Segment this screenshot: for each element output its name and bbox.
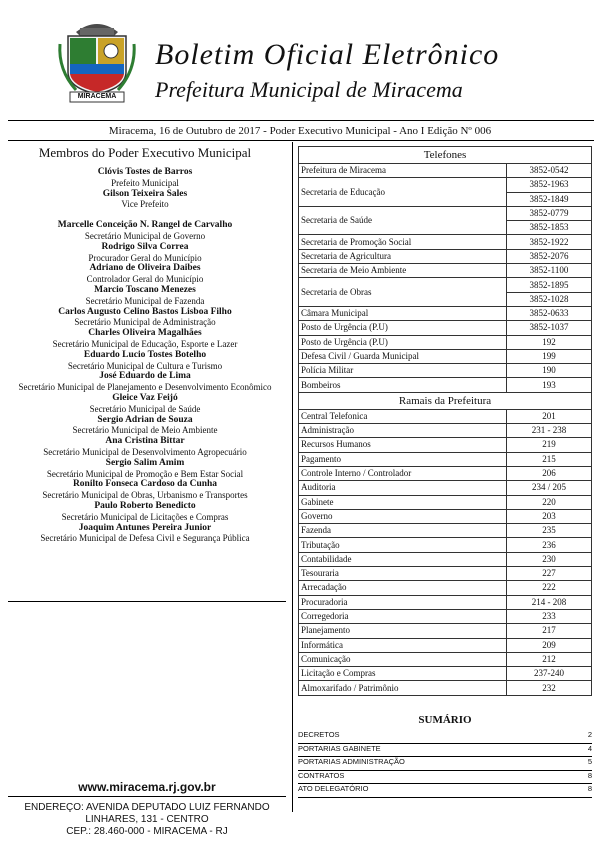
phone-number: 3852-1037	[507, 321, 592, 335]
extension-department: Recursos Humanos	[299, 438, 507, 452]
extension-number: 214 - 208	[507, 595, 592, 609]
extension-row	[299, 438, 592, 452]
member-role: Secretário Municipal de Governo	[84, 230, 206, 241]
member-name: Joaquim Antunes Pereira Junior	[78, 522, 212, 533]
phone-department: Defesa Civil / Guarda Municipal	[299, 349, 507, 363]
member-name: Gleice Vaz Feijó	[112, 392, 178, 403]
extension-number: 212	[507, 652, 592, 666]
extension-number: 215	[507, 452, 592, 466]
extension-number: 217	[507, 624, 592, 638]
summary-item[interactable]	[298, 757, 592, 771]
member-name: Eduardo Lucio Tostes Botelho	[83, 349, 207, 360]
phone-department: Posto de Urgência (P.U)	[299, 335, 507, 349]
address-line: ENDEREÇO: AVENIDA DEPUTADO LUIZ FERNANDO	[24, 802, 270, 813]
ramais-heading: Ramais da Prefeitura	[299, 392, 592, 409]
phone-number: 3852-1853	[507, 221, 592, 235]
phone-department: Secretaria de Meio Ambiente	[299, 264, 507, 278]
phone-department: Secretaria de Saúde	[299, 206, 507, 235]
phone-department: Polícia Militar	[299, 364, 507, 378]
phone-department: Secretaria de Educação	[299, 178, 507, 207]
phone-row	[299, 264, 592, 278]
member-name: Sergio Adrian de Souza	[97, 414, 193, 425]
member-role: Vice Prefeito	[121, 199, 169, 210]
phone-row	[299, 335, 592, 349]
edition-dateline: Miracema, 16 de Outubro de 2017 - Poder Executivo Municipal - Ano I Edição Nº 006	[108, 125, 492, 137]
member-role: Secretário Municipal de Saúde	[89, 403, 201, 414]
phone-row	[299, 378, 592, 392]
member-role: Secretário Municipal de Licitações e Compras	[61, 511, 229, 522]
phone-department: Câmara Municipal	[299, 306, 507, 320]
summary-item[interactable]	[298, 771, 592, 785]
member-name: Sergio Salim Amim	[105, 457, 185, 468]
members-heading: Membros do Poder Executivo Municipal	[38, 145, 252, 160]
summary-item-page: 2	[587, 730, 592, 739]
bulletin-title: Boletim Oficial Eletrônico	[155, 38, 500, 71]
members-list	[6, 167, 284, 544]
extension-number: 220	[507, 495, 592, 509]
member-name: Marcelle Conceição N. Rangel de Carvalho	[57, 220, 233, 231]
member-name: Ana Cristina Bittar	[105, 436, 185, 447]
extension-department: Pagamento	[299, 452, 507, 466]
extension-number: 235	[507, 524, 592, 538]
phone-number: 3852-1028	[507, 292, 592, 306]
member-role: Procurador Geral do Município	[88, 252, 202, 263]
municipal-coat-of-arms	[56, 14, 138, 106]
summary-item-label: CONTRATOS	[298, 770, 345, 780]
extension-number: 233	[507, 609, 592, 623]
phone-department: Secretaria de Promoção Social	[299, 235, 507, 249]
member-role: Secretário Municipal de Educação, Esporte e Lazer	[52, 338, 238, 349]
phone-department: Secretaria de Agricultura	[299, 249, 507, 263]
member-name: Rodrigo Silva Correa	[101, 241, 189, 252]
phone-row	[299, 278, 592, 292]
phone-number: 3852-0542	[507, 164, 592, 178]
extension-department: Arrecadação	[299, 581, 507, 595]
extension-row	[299, 452, 592, 466]
extension-department: Licitação e Compras	[299, 667, 507, 681]
phone-row	[299, 164, 592, 178]
summary-item-page: 4	[587, 743, 592, 753]
extension-row	[299, 595, 592, 609]
extension-department: Corregedoria	[299, 609, 507, 623]
phone-department: Posto de Urgência (P.U)	[299, 321, 507, 335]
summary-list	[298, 730, 592, 798]
phone-number: 3852-2076	[507, 249, 592, 263]
extension-row	[299, 409, 592, 423]
url-divider	[8, 796, 286, 797]
bulletin-subtitle: Prefeitura Municipal de Miracema	[155, 77, 463, 102]
phone-row	[299, 249, 592, 263]
extension-row	[299, 424, 592, 438]
member-role: Secretário Municipal de Planejamento e Desenvolvimento Econômico	[18, 382, 272, 393]
member-role: Secretário Municipal de Fazenda	[85, 295, 205, 306]
phone-number: 3852-1100	[507, 264, 592, 278]
extension-department: Controle Interno / Controlador	[299, 466, 507, 480]
extension-number: 227	[507, 567, 592, 581]
extension-row	[299, 495, 592, 509]
member-name: José Eduardo de Lima	[99, 371, 191, 382]
website-url[interactable]: www.miracema.rj.gov.br	[78, 780, 216, 794]
member-role: Secretário Municipal de Desenvolvimento Agropecuário	[43, 446, 247, 457]
extension-row	[299, 466, 592, 480]
extension-department: Informática	[299, 638, 507, 652]
extension-row	[299, 538, 592, 552]
member-role: Secretário Municipal de Cultura e Turismo	[67, 360, 223, 371]
summary-item-label: PORTARIAS ADMINISTRAÇÃO	[298, 757, 405, 766]
phone-number: 190	[507, 364, 592, 378]
extension-number: 231 - 238	[507, 424, 592, 438]
summary-item[interactable]	[298, 744, 592, 758]
phone-row	[299, 235, 592, 249]
member-name: Gilson Teixeira Sales	[102, 188, 188, 199]
extension-department: Gabinete	[299, 495, 507, 509]
extension-number: 206	[507, 466, 592, 480]
logo-ribbon-text: MIRACEMA	[77, 93, 117, 100]
extension-department: Tesouraria	[299, 567, 507, 581]
telefones-heading-row	[299, 147, 592, 164]
extension-number: 222	[507, 581, 592, 595]
phone-number: 193	[507, 378, 592, 392]
summary-item-page: 8	[587, 784, 592, 793]
member-name: Ronilto Fonseca Cardoso da Cunha	[72, 479, 218, 490]
member-name: Charles Oliveira Magalhães	[88, 328, 202, 339]
extension-department: Tributação	[299, 538, 507, 552]
extension-department: Almoxarifado / Patrimônio	[299, 681, 507, 695]
address-block	[8, 802, 286, 838]
phone-row	[299, 306, 592, 320]
members-bottom-divider	[8, 601, 286, 602]
extension-row	[299, 524, 592, 538]
extension-row	[299, 481, 592, 495]
member-name: Paulo Roberto Benedicto	[94, 500, 196, 511]
phone-row	[299, 321, 592, 335]
extension-number: 236	[507, 538, 592, 552]
phone-number: 3852-1849	[507, 192, 592, 206]
phone-row	[299, 349, 592, 363]
phone-number: 3852-1963	[507, 178, 592, 192]
member-role: Prefeito Municipal	[111, 177, 179, 188]
extension-row	[299, 581, 592, 595]
extension-number: 232	[507, 681, 592, 695]
summary-item-label: DECRETOS	[298, 730, 340, 739]
phone-table	[298, 146, 592, 696]
extension-department: Planejamento	[299, 624, 507, 638]
extension-row	[299, 552, 592, 566]
dateline-divider	[8, 140, 594, 141]
phone-department: Prefeitura de Miracema	[299, 164, 507, 178]
summary-item-label: ATO DELEGATÓRIO	[298, 784, 369, 793]
extension-number: 230	[507, 552, 592, 566]
ramais-heading-row	[299, 392, 592, 409]
extension-row	[299, 609, 592, 623]
member-role: Secretário Municipal de Administração	[74, 317, 216, 328]
extension-number: 209	[507, 638, 592, 652]
phone-number: 199	[507, 349, 592, 363]
extension-number: 237-240	[507, 667, 592, 681]
summary-item[interactable]	[298, 730, 592, 744]
phone-row	[299, 206, 592, 220]
member-role: Secretário Municipal de Obras, Urbanismo e Transportes	[42, 490, 248, 501]
extension-department: Procuradoria	[299, 595, 507, 609]
phone-number: 3852-0633	[507, 306, 592, 320]
extension-department: Governo	[299, 509, 507, 523]
member-name: Clóvis Tostes de Barros	[97, 167, 193, 177]
member-name: Adriano de Oliveira Daibes	[89, 263, 201, 274]
phone-row	[299, 364, 592, 378]
extension-row	[299, 624, 592, 638]
address-line: LINHARES, 131 - CENTRO	[85, 814, 209, 825]
extension-number: 201	[507, 409, 592, 423]
member-role: Secretário Municipal de Promoção e Bem Estar Social	[46, 468, 244, 479]
summary-item-page: 5	[587, 757, 592, 766]
phone-department: Secretaria de Obras	[299, 278, 507, 307]
summary-item-page: 8	[587, 770, 592, 780]
member-gap	[6, 210, 284, 220]
extension-department: Comunicação	[299, 652, 507, 666]
phone-number: 192	[507, 335, 592, 349]
extension-department: Central Telefonica	[299, 409, 507, 423]
extension-department: Administração	[299, 424, 507, 438]
phone-number: 3852-0779	[507, 206, 592, 220]
extension-number: 219	[507, 438, 592, 452]
extension-department: Auditoria	[299, 481, 507, 495]
phone-number: 3852-1922	[507, 235, 592, 249]
phone-number: 3852-1895	[507, 278, 592, 292]
extension-row	[299, 667, 592, 681]
extension-department: Fazenda	[299, 524, 507, 538]
extension-number: 203	[507, 509, 592, 523]
extension-row	[299, 509, 592, 523]
telefones-heading: Telefones	[299, 147, 592, 164]
summary-item-label: PORTARIAS GABINETE	[298, 743, 381, 753]
column-divider	[292, 142, 293, 812]
extension-row	[299, 638, 592, 652]
summary-heading: SUMÁRIO	[418, 714, 472, 726]
extension-row	[299, 681, 592, 695]
extension-department: Contabilidade	[299, 552, 507, 566]
member-role: Secretário Municipal de Meio Ambiente	[72, 425, 218, 436]
header-divider	[8, 120, 594, 121]
member-name: Carlos Augusto Celino Bastos Lisboa Filho	[58, 306, 232, 317]
summary-item[interactable]	[298, 784, 592, 798]
executive-members	[6, 145, 284, 544]
member-name: Marcio Toscano Menezes	[94, 284, 196, 295]
extension-row	[299, 567, 592, 581]
phone-row	[299, 178, 592, 192]
extension-row	[299, 652, 592, 666]
extension-number: 234 / 205	[507, 481, 592, 495]
phone-department: Bombeiros	[299, 378, 507, 392]
address-line: CEP.: 28.460-000 - MIRACEMA - RJ	[66, 826, 228, 837]
member-role: Secretário Municipal de Defesa Civil e Segurança Pública	[40, 533, 250, 544]
member-role: Controlador Geral do Município	[86, 274, 204, 285]
